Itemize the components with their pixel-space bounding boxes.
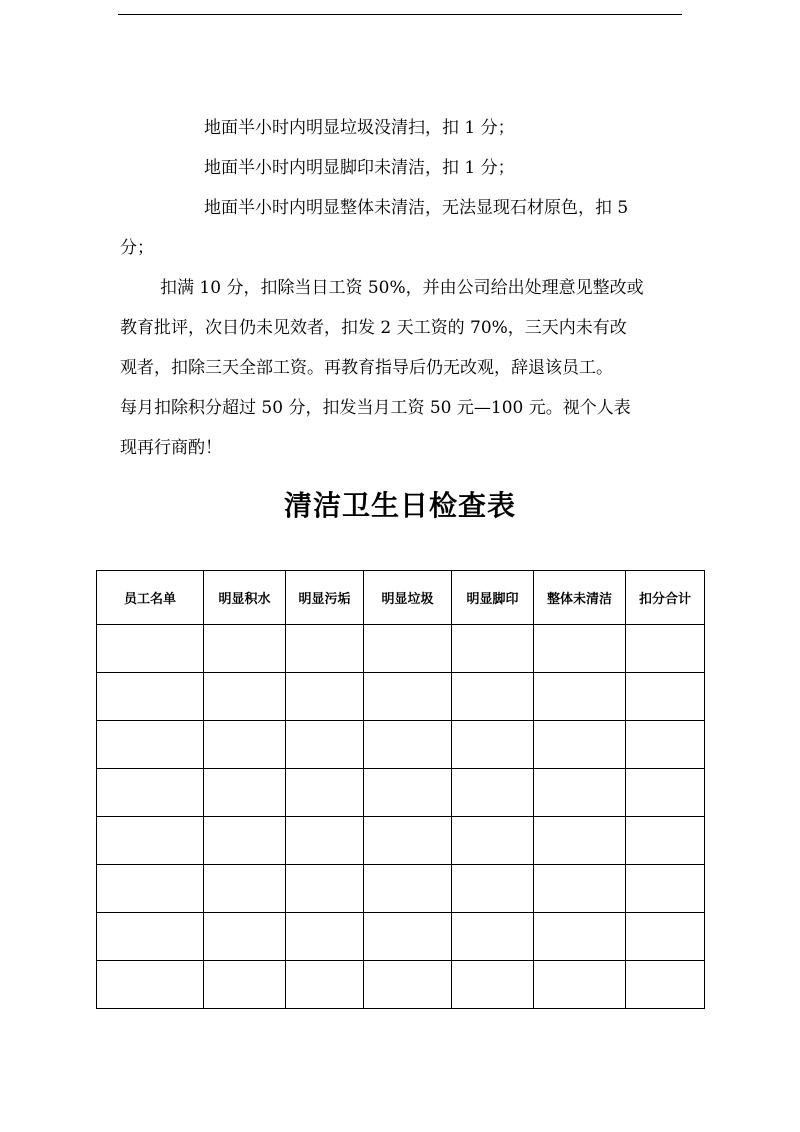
rule-line: 地面半小时内明显垃圾没清扫，扣 1 分；	[204, 118, 515, 138]
table-cell[interactable]	[286, 961, 364, 1009]
rule-line: 分；	[120, 238, 154, 258]
table-cell[interactable]	[534, 673, 626, 721]
table-cell[interactable]	[626, 913, 705, 961]
table-cell[interactable]	[534, 961, 626, 1009]
table-cell[interactable]	[452, 865, 534, 913]
table-cell[interactable]	[626, 817, 705, 865]
table-cell[interactable]	[204, 769, 286, 817]
table-cell[interactable]	[204, 913, 286, 961]
table-cell[interactable]	[286, 865, 364, 913]
table-cell[interactable]	[534, 769, 626, 817]
table-cell[interactable]	[452, 913, 534, 961]
table-row	[97, 625, 705, 673]
table-cell[interactable]	[534, 865, 626, 913]
table-cell[interactable]	[626, 961, 705, 1009]
header-visible-garbage: 明显垃圾	[364, 571, 452, 625]
table-cell[interactable]	[286, 625, 364, 673]
rule-line: 现再行商酌！	[120, 438, 222, 458]
table-cell[interactable]	[452, 961, 534, 1009]
inspection-table	[96, 570, 705, 1009]
table-title: 清洁卫生日检查表	[283, 489, 516, 522]
table-cell[interactable]	[97, 721, 204, 769]
table-cell[interactable]	[534, 913, 626, 961]
rule-line: 扣满 10 分，扣除当日工资 50%，并由公司给出处理意见整改或	[160, 278, 644, 298]
header-overall-uncleaned: 整体未清洁	[534, 571, 626, 625]
table-cell[interactable]	[364, 721, 452, 769]
header-deduction-total: 扣分合计	[626, 571, 705, 625]
header-standing-water: 明显积水	[204, 571, 286, 625]
table-cell[interactable]	[97, 817, 204, 865]
table-cell[interactable]	[452, 817, 534, 865]
table-cell[interactable]	[286, 721, 364, 769]
table-cell[interactable]	[626, 865, 705, 913]
table-cell[interactable]	[626, 721, 705, 769]
table-row	[97, 961, 705, 1009]
table-cell[interactable]	[626, 625, 705, 673]
rule-line: 观者，扣除三天全部工资。再教育指导后仍无改观，辞退该员工。	[120, 358, 613, 378]
table-cell[interactable]	[286, 913, 364, 961]
rules-text	[120, 108, 685, 468]
table-cell[interactable]	[534, 625, 626, 673]
table-body	[97, 625, 705, 1009]
header-visible-dirt: 明显污垢	[286, 571, 364, 625]
table-cell[interactable]	[204, 817, 286, 865]
table-cell[interactable]	[204, 961, 286, 1009]
table-cell[interactable]	[364, 961, 452, 1009]
table-row	[97, 913, 705, 961]
table-cell[interactable]	[97, 961, 204, 1009]
rule-line: 每月扣除积分超过 50 分，扣发当月工资 50 元—100 元。视个人表	[120, 398, 631, 418]
table-row	[97, 721, 705, 769]
table-cell[interactable]	[626, 673, 705, 721]
table-row	[97, 673, 705, 721]
table-cell[interactable]	[626, 769, 705, 817]
rule-line: 地面半小时内明显脚印未清洁，扣 1 分；	[204, 158, 515, 178]
table-cell[interactable]	[452, 625, 534, 673]
table-cell[interactable]	[364, 769, 452, 817]
table-cell[interactable]	[97, 769, 204, 817]
table-cell[interactable]	[204, 673, 286, 721]
header-rule	[118, 14, 682, 15]
table-cell[interactable]	[97, 865, 204, 913]
table-header-row	[97, 571, 705, 625]
table-cell[interactable]	[452, 673, 534, 721]
table-cell[interactable]	[534, 721, 626, 769]
table-row	[97, 817, 705, 865]
table-cell[interactable]	[204, 721, 286, 769]
table-cell[interactable]	[286, 817, 364, 865]
table-cell[interactable]	[452, 721, 534, 769]
header-employee-list: 员工名单	[97, 571, 204, 625]
table-cell[interactable]	[364, 673, 452, 721]
table-cell[interactable]	[204, 625, 286, 673]
table-cell[interactable]	[364, 865, 452, 913]
table-cell[interactable]	[364, 817, 452, 865]
table-row	[97, 865, 705, 913]
table-cell[interactable]	[364, 625, 452, 673]
table-row	[97, 769, 705, 817]
table-cell[interactable]	[286, 673, 364, 721]
table-cell[interactable]	[97, 913, 204, 961]
table-cell[interactable]	[452, 769, 534, 817]
table-cell[interactable]	[534, 817, 626, 865]
table-cell[interactable]	[97, 673, 204, 721]
rule-line: 教育批评，次日仍未见效者，扣发 2 天工资的 70%，三天内未有改	[120, 318, 627, 338]
table-cell[interactable]	[286, 769, 364, 817]
header-visible-footprints: 明显脚印	[452, 571, 534, 625]
table-cell[interactable]	[97, 625, 204, 673]
rule-line: 地面半小时内明显整体未清洁，无法显现石材原色，扣 5	[204, 198, 629, 218]
table-cell[interactable]	[204, 865, 286, 913]
table-cell[interactable]	[364, 913, 452, 961]
